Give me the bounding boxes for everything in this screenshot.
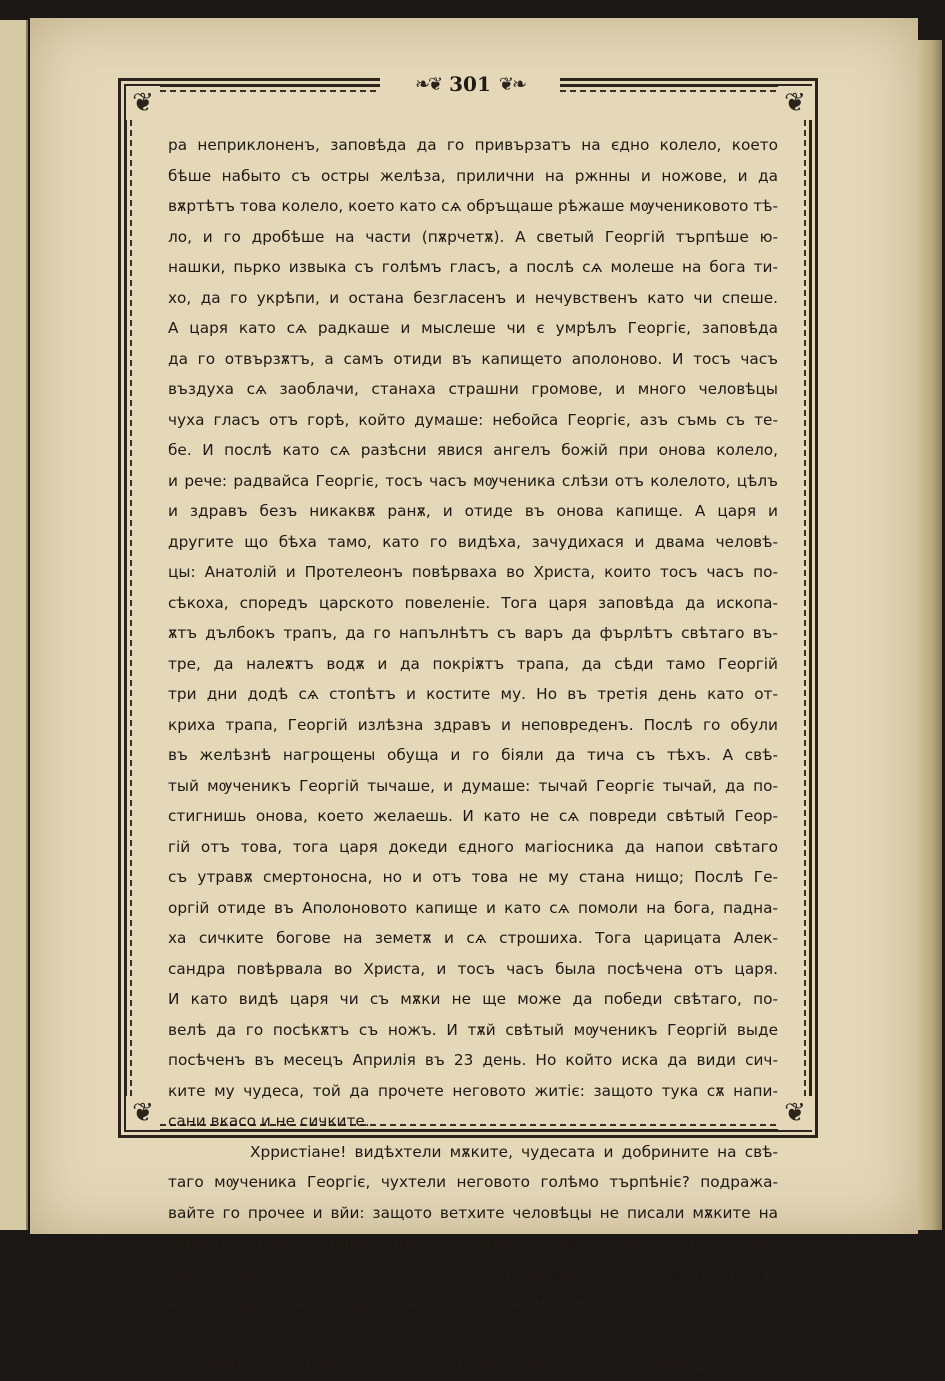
header-ornament-left: ❧❦ [414,73,442,95]
text-line: ките му чудеса, той да прочете неговото житіє: защото тука сѫ напи- [168,1081,778,1100]
text-line: ѣніє и добрины. Сега нѣма мучители да ны гонѣтъ и мѫчатъ за [168,1264,778,1283]
text-line: тый мѹченикъ Георгій тычаше, и думаше: тычай Георгіє тычай, да по- [168,776,778,795]
text-line: бѣше набыто съ остры желѣза, прилични на ржнны и ножове, и да [168,166,778,185]
text-line: сандра повѣрвала во Христа, и тосъ часъ была посѣчена отъ царя. [168,959,778,978]
text-line: ѫтъ дълбокъ трапъ, да го напълнѣтъ съ варъ да фърлѣтъ свѣтаго въ- [168,624,778,642]
text-line: таго мѹченика Георгіє, чухтели неговото голѣмо търпѣніє? подража- [168,1173,778,1191]
text-line: ра неприклоненъ, заповѣда да го привързатъ на єдно колело, което [168,136,778,154]
page-number: 301 [449,72,491,96]
text-line: Хрристіане! видѣхтели мѫките, чудесата и добрините на свѣ- [250,1142,778,1161]
text-line: велѣ да го посѣкѫтъ съ ножъ. И тѫй свѣтый мѹченикъ Георгій выде [168,1020,778,1039]
text-line: А царя като сѧ радкаше и мыслеше чи є умрѣлъ Георгіє, заповѣда [168,319,778,337]
corner-ornament-bottom-right: ❦ [778,1096,812,1130]
text-line: нашатѫ вѣрѫ, нити имаме нужда да сѧ мѫчиме, само иска богъ да [168,1295,778,1313]
text-line: и рече: радвайса Георгіє, тосъ часъ мѹченика слѣзи отъ колелото, цѣлъ [168,471,778,490]
text-line: стигнишь онова, което желаешь. И като не сѧ повреди свѣтый Геор- [168,807,778,825]
text-line: тре, да налеѫтъ водѫ и да покріѫтъ трапа, да сѣди тамо Георгій [168,654,778,673]
text-line: посѣченъ въ месецъ Априлія въ 23 день. Но който иска да види сич- [168,1051,778,1069]
text-line: и здравъ безъ никаквѫ ранѫ, и отиде въ онова капище. А царя и [168,502,778,520]
text-line: ха сичките богове на земетѫ и сѧ строшиха. Тога царицата Алек- [168,929,778,947]
corner-ornament-top-left: ❦ [126,86,160,120]
text-line: сани вкасо и не сичките. [168,1112,370,1130]
text-line: другите що бѣха тамо, като го видѣха, зачудихася и двама человѣ- [168,532,778,551]
text-line: вѫртѣтъ това колело, което като сѧ обръщаше рѣжаше мѹчениковото тѣ- [168,197,778,215]
text-line: нашки, пьрко извыка съ голѣмъ гласъ, а послѣ сѧ молеше на бога ти- [168,258,778,276]
text-line: цы: Анатолій и Протелеонъ повѣрваха во Христа, които тосъ часъ по- [168,563,778,581]
body-text [168,130,778,1381]
header-ornament-right: ❦❧ [498,73,526,95]
text-line: въ желѣзнѣ нагрощены обуща и го біяли да тича съ тѣхъ. А свѣ- [168,746,778,764]
text-line: бе. И послѣ като сѧ разѣсни явися ангелъ божій при онова колело, [168,441,778,459]
corner-ornament-bottom-left: ❦ [126,1096,160,1130]
text-line: сѣкоха, споредъ царското повеленіе. Тога царя заповѣда да ископа- [168,593,778,612]
text-line: съ утравѫ смертоносна, но и отъ това не му стана нищо; Послѣ Ге- [168,868,778,886]
text-line: оргій отиде въ Аполоновото капище и като сѧ помоли на бога, падна- [168,898,778,917]
text-line: въздуха сѧ заоблачи, станаха страшни громове, и много человѣцы [168,380,778,398]
page-header [380,70,560,98]
page-stack-edge [918,40,942,1230]
text-line: свѣтіите за друго нѣщо, само за да живѣеме и нйи като тѣхъ съ търп- [168,1234,778,1252]
text-line: ходиме по неговыя законъ, каквото дума самъ: ако ма обычате пазе- [168,1325,778,1344]
text-line: криха трапа, Георгій излѣзна здравъ и неповреденъ. Послѣ го обули [168,715,778,734]
text-line: те моите заповѣди. За туй трѣбѣ като истинни христіани да имаме [168,1356,778,1374]
text-line: хо, да го укрѣпи, и остана безгласенъ и нечувственъ като чи спеше. [168,288,778,307]
text-line: И като видѣ царя чи съ мѫки не ще може да победи свѣтаго, по- [168,990,778,1008]
adjacent-page-edge [0,20,28,1230]
text-line: ло, и го дробѣше на части (пѫрчетѫ). А светый Георгій търпѣше ю- [168,227,778,246]
text-line: три дни додѣ сѧ стопѣтъ и костите му. Но въ третія день като от- [168,685,778,703]
text-line: гій отъ това, тога царя докеди єдного магіосника да напои свѣтаго [168,837,778,856]
corner-ornament-top-right: ❦ [778,86,812,120]
text-line: вайте го прочее и вйи: защото ветхите человѣцы не писали мѫките на [168,1203,778,1222]
text-line: чуха гласъ отъ горѣ, който думаше: небойса Георгіє, азъ съмь съ те- [168,410,778,429]
text-line: да го отвързѫтъ, а самъ отиди въ капището аполоново. И тосъ часъ [168,349,778,368]
